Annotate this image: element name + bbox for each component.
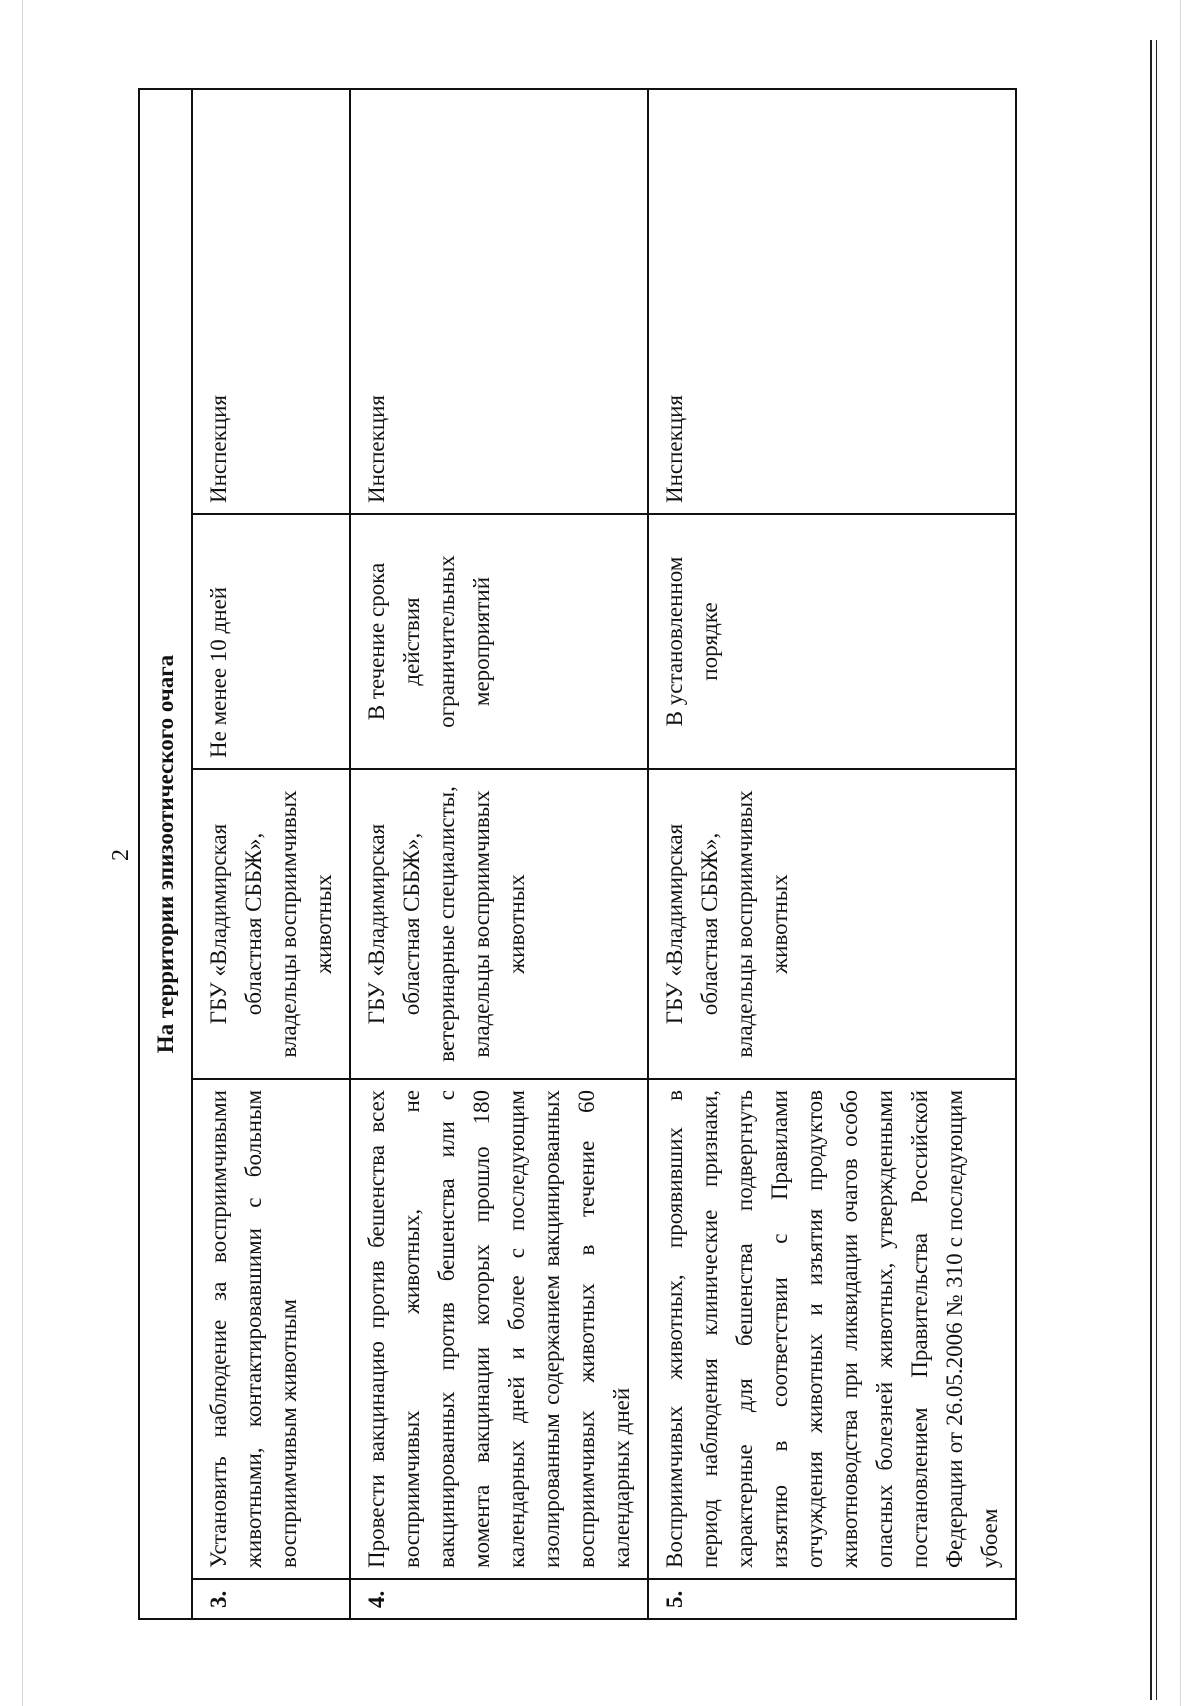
- measure-cell: Установить наблюдение за восприимчивыми животными, контактировавшими с больным восприимчивым животным: [192, 1079, 350, 1579]
- measures-table: [138, 88, 1017, 1620]
- measure-cell: Провести вакцинацию против бешенства всех восприимчивых животных, не вакцинированных против бешенства или с момента вакцинации которых прошло 180 календарных дней и более с последующим изолированным содержанием вакцинированных восприимчивых животных в течение 60 календарных дней: [350, 1079, 648, 1579]
- section-row: [139, 89, 192, 1619]
- section-heading: На территории эпизоотического очага: [139, 89, 192, 1619]
- executors-cell: ГБУ «Владимирская областная СББЖ», владельцы восприимчивых животных: [648, 769, 1016, 1079]
- table-row: [350, 89, 648, 1619]
- table-row: [648, 89, 1016, 1619]
- row-number: 3.: [192, 1579, 350, 1619]
- term-cell: Не менее 10 дней: [192, 514, 350, 769]
- executors-cell: ГБУ «Владимирская областная СББЖ», ветеринарные специалисты, владельцы восприимчивых животных: [350, 769, 648, 1079]
- scan-noise-line: [22, 0, 23, 1706]
- term-cell: В течение срока действия ограничительных мероприятий: [350, 514, 648, 769]
- table-row: [192, 89, 350, 1619]
- scan-edge-line: [1150, 40, 1152, 1700]
- rotated-page: [108, 90, 1068, 1620]
- row-number: 5.: [648, 1579, 1016, 1619]
- executors-cell: ГБУ «Владимирская областная СББЖ», владельцы восприимчивых животных: [192, 769, 350, 1079]
- control-cell: Инспекция: [648, 89, 1016, 514]
- control-cell: Инспекция: [192, 89, 350, 514]
- scan-edge-line: [1156, 40, 1157, 1700]
- measure-cell: Восприимчивых животных, проявивших в период наблюдения клинические признаки, характерные для бешенства подвергнуть изъятию в соответствии с Правилами отчуждения животных и изъятия продуктов животноводства при ликвидации очагов особо опасных болезней животных, утвержденными постановлением Правительства Российской Федерации от 26.05.2006 № 310 с последующим убоем: [648, 1079, 1016, 1579]
- term-cell: В установленном порядке: [648, 514, 1016, 769]
- scan-noise-line: [1180, 0, 1181, 1706]
- row-number: 4.: [350, 1579, 648, 1619]
- control-cell: Инспекция: [350, 89, 648, 514]
- page-number: 2: [108, 849, 134, 861]
